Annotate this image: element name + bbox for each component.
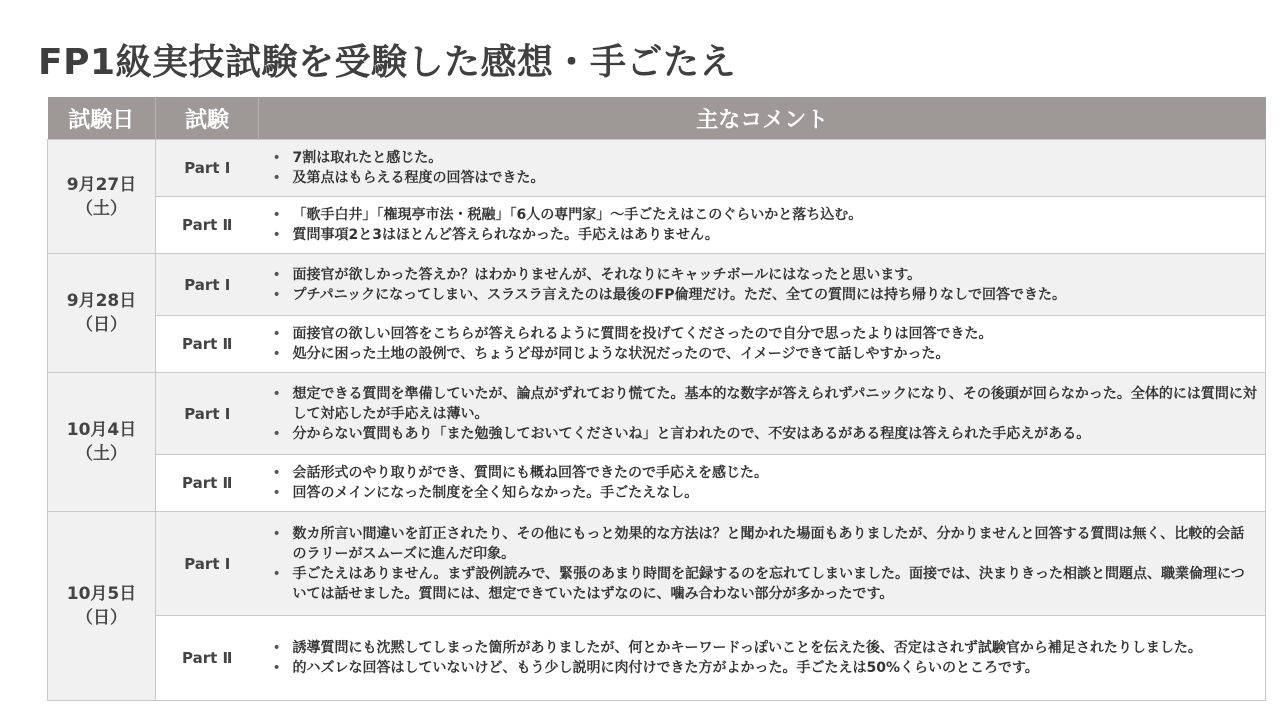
date-cell — [48, 373, 156, 512]
page-title: FP1級実技試験を受験した感想・手ごたえ — [38, 42, 737, 83]
table-row — [48, 616, 1266, 701]
part-label: Part Ⅱ — [156, 616, 259, 701]
date-label: 9月27日 — [66, 174, 137, 195]
part-label: Part Ⅰ — [156, 254, 259, 316]
part-label: Part Ⅰ — [156, 512, 259, 616]
weekday-label: （土） — [76, 444, 127, 464]
comment-item: • 会話形式のやり取りができ、質問にも概ね回答できたので手応えを感じた。 — [263, 463, 1258, 483]
comment-item: • 面接官が欲しかった答えか？はわかりませんが、それなりにキャッチボールにはなったと思います。 — [263, 265, 1258, 285]
part-label: Part Ⅱ — [156, 197, 259, 254]
comment-item: • 質問事項2と3はほとんど答えられなかった。手応えはありません。 — [263, 225, 1258, 245]
comment-item: • 手ごたえはありません。まず設例読みで、緊張のあまり時間を記録するのを忘れてしまいました。面接では、決まりきった相談と問題点、職業倫理については話せました。質問には、想定できていたはずなのに、噛み合わない部分が多かったです。 — [263, 564, 1258, 604]
weekday-label: （土） — [76, 198, 127, 219]
weekday-label: （日） — [76, 608, 127, 628]
comment-item: • 処分に困った土地の設例で、ちょうど母が同じような状況だったので、イメージできて話しやすかった。 — [263, 344, 1258, 364]
comments-cell — [259, 140, 1266, 197]
date-cell — [48, 512, 156, 701]
weekday-label: （日） — [76, 315, 127, 335]
comments-cell — [259, 254, 1266, 316]
comment-item: • 面接官の欲しい回答をこちらが答えられるように質問を投げてくださったので自分で思ったよりは回答できた。 — [263, 324, 1258, 344]
date-cell — [48, 140, 156, 254]
table-row — [48, 455, 1266, 512]
comments-cell — [259, 512, 1266, 616]
comments-cell — [259, 616, 1266, 701]
comment-item: • 数カ所言い間違いを訂正されたり、その他にもっと効果的な方法は？と聞かれた場面もありましたが、分かりませんと回答する質問は無く、比較的会話のラリーがスムーズに進んだ印象。 — [263, 524, 1258, 564]
header-exam: 試験 — [156, 97, 259, 140]
comments-cell — [259, 316, 1266, 373]
comment-item: • 「歌手白井」「権現亭市法・税融」「6人の専門家」〜手ごたえはこのぐらいかと落ち込む。 — [263, 205, 1258, 225]
comments-cell — [259, 373, 1266, 455]
date-cell — [48, 254, 156, 373]
table-header-row — [48, 97, 1266, 140]
table-row — [48, 254, 1266, 316]
comments-cell — [259, 455, 1266, 512]
date-label: 9月28日 — [66, 291, 137, 311]
comments-cell — [259, 197, 1266, 254]
results-table — [47, 97, 1266, 701]
part-label: Part Ⅱ — [156, 455, 259, 512]
header-date: 試験日 — [48, 97, 156, 140]
part-label: Part Ⅰ — [156, 140, 259, 197]
table-row — [48, 512, 1266, 616]
comment-item: • 分からない質問もあり「また勉強しておいてくださいね」と言われたので、不安はあるがある程度は答えられた手応えがある。 — [263, 424, 1258, 444]
comment-item: • 7割は取れたと感じた。 — [263, 148, 1258, 168]
part-label: Part Ⅰ — [156, 373, 259, 455]
table-row — [48, 197, 1266, 254]
date-label: 10月5日 — [66, 584, 137, 604]
comment-item: • 誘導質問にも沈黙してしまった箇所がありましたが、何とかキーワードっぽいことを伝えた後、否定はされず試験官から補足されたりしました。 — [263, 638, 1258, 658]
part-label: Part Ⅱ — [156, 316, 259, 373]
table-row — [48, 316, 1266, 373]
comment-item: • プチパニックになってしまい、スラスラ言えたのは最後のFP倫理だけ。ただ、全ての質問には持ち帰りなしで回答できた。 — [263, 285, 1258, 305]
date-label: 10月4日 — [66, 420, 137, 440]
table-row — [48, 373, 1266, 455]
comment-item: • 及第点はもらえる程度の回答はできた。 — [263, 168, 1258, 188]
comment-item: • 的ハズレな回答はしていないけど、もう少し説明に肉付けできた方がよかった。手ごたえは50%くらいのところです。 — [263, 658, 1258, 678]
header-comments: 主なコメント — [259, 97, 1266, 140]
table-row — [48, 140, 1266, 197]
comment-item: • 想定できる質問を準備していたが、論点がずれており慌てた。基本的な数字が答えられずパニックになり、その後頭が回らなかった。全体的には質問に対して対応したが手応えは薄い。 — [263, 384, 1258, 424]
comment-item: • 回答のメインになった制度を全く知らなかった。手ごたえなし。 — [263, 483, 1258, 503]
